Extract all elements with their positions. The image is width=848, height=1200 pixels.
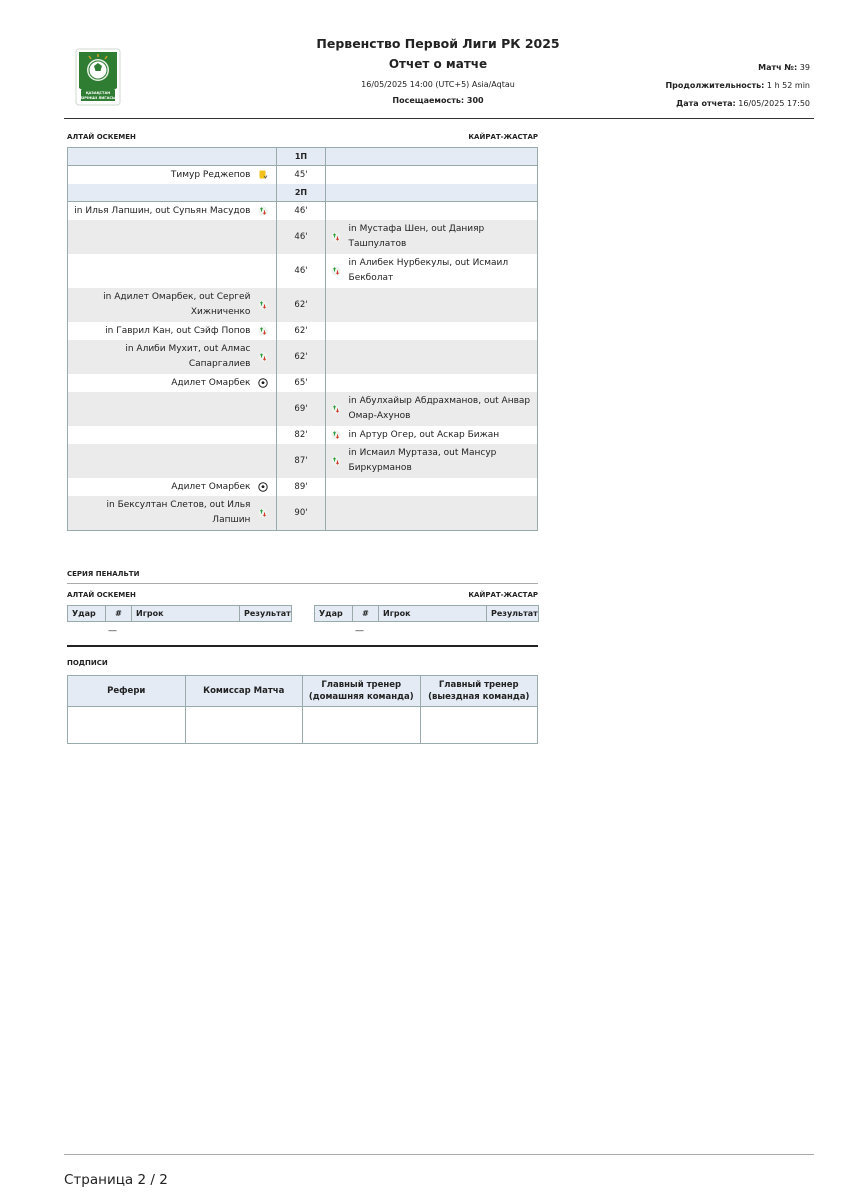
substitution-icon [258, 508, 268, 518]
penalty-home-empty: — [108, 626, 117, 636]
away-event-text: in Алибек Нурбекулы, out Исмаил Бекболат [348, 258, 509, 283]
report-date: Дата отчета: 16/05/2025 17:50 [676, 99, 810, 108]
goal-ball-icon [258, 482, 268, 492]
half-header-row [68, 184, 538, 202]
event-minute: 62' [277, 288, 325, 322]
sig-commissioner-label: Комиссар Матча [185, 676, 303, 707]
penalty-home-team: АЛТАЙ ОСКЕМЕН [67, 591, 136, 599]
home-event-text: in Илья Лапшин, out Супьян Масудов [74, 205, 251, 216]
event-minute: 46' [277, 202, 325, 221]
sig-home-coach-box[interactable] [303, 707, 421, 744]
pen-col-result: Результат [240, 606, 292, 622]
event-minute: 45' [277, 166, 325, 185]
home-event-text: in Адилет Омарбек, out Сергей Хижниченко [103, 292, 251, 317]
event-minute: 69' [277, 392, 325, 426]
event-minute: 65' [277, 374, 325, 392]
signatures-title: ПОДПИСИ [67, 659, 108, 667]
pen-col-shot: Удар [68, 606, 106, 622]
home-event-text: Адилет Омарбек [171, 377, 251, 388]
penalty-away-empty: — [355, 626, 364, 636]
event-minute: 90' [277, 496, 325, 531]
pen-col-shot: Удар [315, 606, 353, 622]
home-event-text: in Гаврил Кан, out Сэйф Попов [105, 325, 251, 336]
penalty-end-rule [67, 645, 538, 647]
penalty-away-team: КАЙРАТ-ЖАСТАР [468, 591, 538, 599]
pen-col-player: Игрок [379, 606, 487, 622]
event-row [68, 254, 538, 288]
penalty-table-away [314, 605, 539, 622]
substitution-icon [331, 266, 341, 276]
match-datetime: 16/05/2025 14:00 (UTC+5) Asia/Aqtau [361, 80, 515, 89]
home-event-text: in Алиби Мухит, out Алмас Сапаргалиев [125, 344, 251, 369]
footer-divider [64, 1154, 814, 1155]
penalty-teams [67, 591, 538, 601]
match-duration: Продолжительность: 1 h 52 min [665, 81, 810, 90]
event-row [68, 220, 538, 254]
attendance: Посещаемость: 300 [392, 96, 484, 105]
yellow-card-icon [258, 170, 268, 180]
half-label: 2П [277, 184, 325, 202]
away-event-text: in Абулхайыр Абдрахманов, out Анвар Омар-Ахунов [348, 396, 531, 421]
event-minute: 46' [277, 220, 325, 254]
event-row [68, 392, 538, 426]
logo-caption: ҚАЗАҚСТАН БІРІНШІ ЛИГАСЫ [80, 91, 116, 100]
event-row [68, 340, 538, 374]
substitution-icon [331, 456, 341, 466]
away-event-text: in Артур Огер, out Аскар Бижан [348, 429, 500, 440]
away-team-name: КАЙРАТ-ЖАСТАР [468, 133, 538, 141]
sig-commissioner-box[interactable] [185, 707, 303, 744]
pen-col-number: # [353, 606, 379, 622]
event-minute: 62' [277, 340, 325, 374]
substitution-icon [258, 300, 268, 310]
event-row [68, 202, 538, 221]
event-row [68, 444, 538, 478]
substitution-icon [258, 352, 268, 362]
pen-col-number: # [106, 606, 132, 622]
teams-header [67, 133, 538, 143]
event-row [68, 374, 538, 392]
sig-referee-box[interactable] [68, 707, 186, 744]
match-number: Матч №: 39 [758, 63, 810, 72]
home-event-text: in Бексултан Слетов, out Илья Лапшин [106, 500, 251, 525]
report-title: Первенство Первой Лиги РК 2025 [316, 36, 560, 51]
header-divider [64, 118, 814, 119]
event-minute: 62' [277, 322, 325, 340]
events-table [67, 147, 538, 531]
event-row [68, 478, 538, 496]
half-label: 1П [277, 148, 325, 166]
substitution-icon [331, 404, 341, 414]
half-header-row [68, 148, 538, 166]
home-team-name: АЛТАЙ ОСКЕМЕН [67, 133, 136, 141]
penalty-table-home [67, 605, 292, 622]
home-event-text: Адилет Омарбек [171, 481, 251, 492]
substitution-icon [331, 430, 341, 440]
event-row [68, 426, 538, 444]
away-event-text: in Мустафа Шен, out Данияр Ташпулатов [348, 224, 485, 249]
sig-away-coach-box[interactable] [420, 707, 538, 744]
penalty-divider [67, 583, 538, 584]
sig-home-coach-label: Главный тренер (домашняя команда) [303, 676, 421, 707]
signatures-table [67, 675, 538, 744]
event-row [68, 322, 538, 340]
pen-col-player: Игрок [132, 606, 240, 622]
substitution-icon [258, 326, 268, 336]
event-row [68, 166, 538, 185]
event-minute: 89' [277, 478, 325, 496]
event-row [68, 288, 538, 322]
report-subtitle: Отчет о матче [388, 57, 488, 71]
away-event-text: in Исмаил Муртаза, out Мансур Биркурманов [348, 448, 497, 473]
event-minute: 46' [277, 254, 325, 288]
home-event-text: Тимур Реджепов [170, 169, 251, 180]
goal-ball-icon [258, 378, 268, 388]
event-row [68, 496, 538, 531]
page-number: Страница 2 / 2 [64, 1172, 168, 1188]
substitution-icon [331, 232, 341, 242]
sig-referee-label: Рефери [68, 676, 186, 707]
substitution-icon [258, 206, 268, 216]
penalty-section-title: СЕРИЯ ПЕНАЛЬТИ [67, 570, 140, 578]
pen-col-result: Результат [487, 606, 539, 622]
event-minute: 87' [277, 444, 325, 478]
event-minute: 82' [277, 426, 325, 444]
sig-away-coach-label: Главный тренер (выездная команда) [420, 676, 538, 707]
